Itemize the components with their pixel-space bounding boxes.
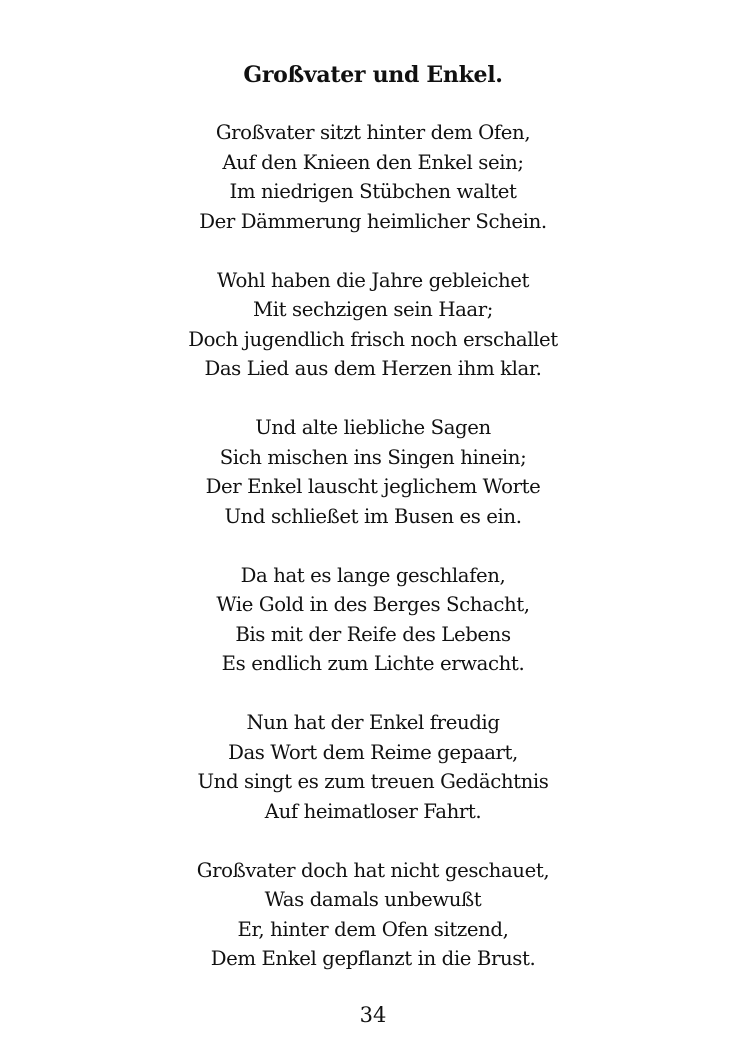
stanza-4 (0, 561, 746, 679)
poem-title: Großvater und Enkel. (243, 62, 503, 88)
poem-line: Doch jugendlich frisch noch erschallet (188, 327, 558, 351)
poem-line: Und singt es zum treuen Gedächtnis (197, 770, 549, 793)
stanza-5 (0, 708, 746, 826)
stanza-3 (0, 413, 746, 531)
poem-line: Nun hat der Enkel freudig (246, 711, 500, 734)
poem-line: Das Wort dem Reime gepaart, (228, 740, 518, 764)
poem-line: Mit sechzigen sein Haar; (252, 298, 494, 321)
stanza-2 (0, 266, 746, 384)
poem-line: Sich mischen ins Singen hinein; (219, 445, 527, 469)
poem-line: Das Lied aus dem Herzen ihm klar. (204, 357, 542, 380)
poem-body (0, 118, 746, 1003)
stanza-6 (0, 856, 746, 974)
poem-line: Bis mit der Reife des Lebens (235, 622, 511, 646)
poem-line: Großvater sitzt hinter dem Ofen, (215, 121, 531, 144)
poem-line: Was damals unbewußt (264, 888, 482, 911)
poem-line: Der Dämmerung heimlicher Schein. (199, 209, 547, 233)
poem-line: Wie Gold in des Berges Schacht, (216, 593, 530, 616)
stanza-1 (0, 118, 746, 236)
poem-line: Und alte liebliche Sagen (255, 416, 491, 439)
page-number: 34 (359, 1003, 387, 1027)
poem-line: Auf den Knieen den Enkel sein; (222, 150, 524, 174)
poem-line: Und schließet im Busen es ein. (224, 504, 522, 528)
poem-line: Auf heimatloser Fahrt. (264, 799, 482, 823)
poem-line: Es endlich zum Lichte erwacht. (221, 652, 525, 675)
poem-line: Da hat es lange geschlafen, (240, 563, 506, 587)
poem-line: Großvater doch hat nicht geschauet, (196, 858, 550, 882)
poem-line: Dem Enkel gepflanzt in die Brust. (210, 947, 536, 970)
poem-line: Im niedrigen Stübchen waltet (229, 180, 517, 203)
poem-line: Er, hinter dem Ofen sitzend, (237, 917, 509, 941)
poem-line: Der Enkel lauscht jeglichem Worte (205, 475, 541, 498)
poem-line: Wohl haben die Jahre gebleichet (216, 268, 529, 292)
